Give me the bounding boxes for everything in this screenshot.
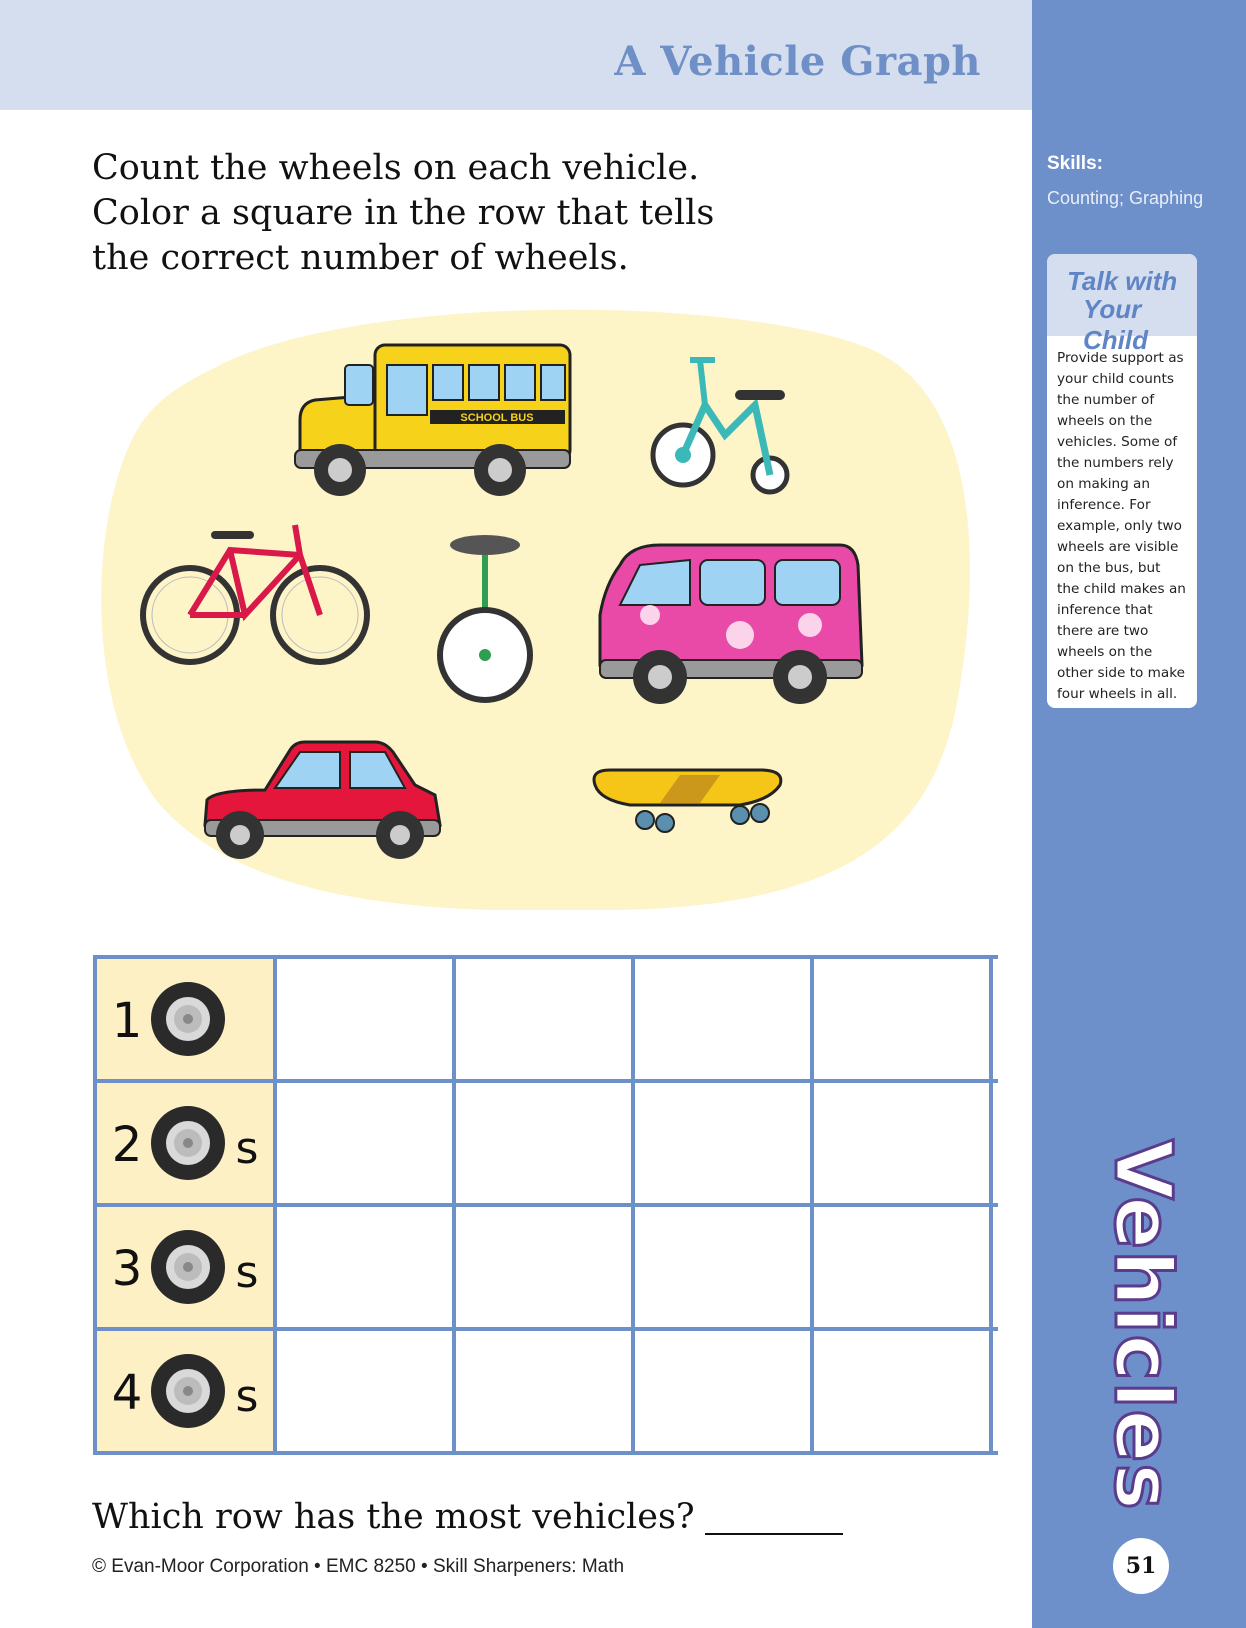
row-suffix: s [235, 1371, 259, 1422]
graph-square[interactable] [454, 1081, 633, 1205]
graph-square[interactable] [633, 957, 812, 1081]
graph-square[interactable] [991, 1205, 998, 1329]
graph-square[interactable] [633, 1205, 812, 1329]
page-number: 51 [1113, 1538, 1169, 1594]
graph-square[interactable] [812, 957, 991, 1081]
row-suffix: s [235, 1123, 259, 1174]
skills-heading: Skills: [1047, 153, 1103, 174]
skills-text: Counting; Graphing [1047, 188, 1204, 208]
wheel-icon [151, 1354, 225, 1428]
graph-square[interactable] [812, 1329, 991, 1453]
instruction-line: the correct number of wheels. [92, 238, 629, 278]
instruction-line: Count the wheels on each vehicle. [92, 148, 700, 188]
graph-square[interactable] [275, 1329, 454, 1453]
page-title: A Vehicle Graph [614, 38, 981, 85]
bus-label: SCHOOL BUS [460, 412, 534, 424]
graph-square[interactable] [812, 1081, 991, 1205]
instruction-line: Color a square in the row that tells [92, 193, 715, 233]
graph-square[interactable] [275, 1081, 454, 1205]
graph-square[interactable] [275, 1205, 454, 1329]
talk-with-child-box [1047, 254, 1197, 708]
graph-square[interactable] [454, 1329, 633, 1453]
graph-square[interactable] [991, 1081, 998, 1205]
instructions [92, 146, 792, 281]
vehicle-illustration-area [100, 305, 980, 910]
answer-blank[interactable] [705, 1533, 843, 1535]
graph-square[interactable] [812, 1205, 991, 1329]
wheel-graph [93, 955, 998, 1460]
section-tab-label: Vehicles [1097, 1139, 1187, 1511]
graph-square[interactable] [454, 1205, 633, 1329]
section-tab [1097, 1139, 1187, 1511]
graph-square[interactable] [991, 1329, 998, 1453]
talk-logo-line1: Talk with [1067, 266, 1178, 296]
graph-square[interactable] [454, 957, 633, 1081]
question-text: Which row has the most vehicles? [92, 1497, 695, 1537]
graph-square[interactable] [633, 1081, 812, 1205]
graph-square[interactable] [633, 1329, 812, 1453]
row-number: 2 [111, 1117, 143, 1173]
graph-square[interactable] [275, 957, 454, 1081]
row-number: 3 [111, 1241, 143, 1297]
footer-credit: © Evan-Moor Corporation • EMC 8250 • Skill Sharpeners: Math [92, 1556, 625, 1577]
talk-with-child-logo [1047, 254, 1197, 355]
row-number: 4 [111, 1365, 143, 1421]
row-suffix: s [235, 1247, 259, 1298]
wheel-icon [151, 1106, 225, 1180]
graph-square[interactable] [991, 957, 998, 1081]
wheel-icon [151, 1230, 225, 1304]
row-number: 1 [111, 993, 143, 1049]
talk-logo-line2: Your Child [1083, 294, 1148, 355]
talk-body: Provide support as your child counts the number of wheels on the vehicles. Some of the numbers rely on making an inference. For example, only two wheels are visible on the bus, but the child makes an inference that there are two wheels on the other side to make four wheels in all. [1057, 350, 1186, 702]
wheel-icon [151, 982, 225, 1056]
